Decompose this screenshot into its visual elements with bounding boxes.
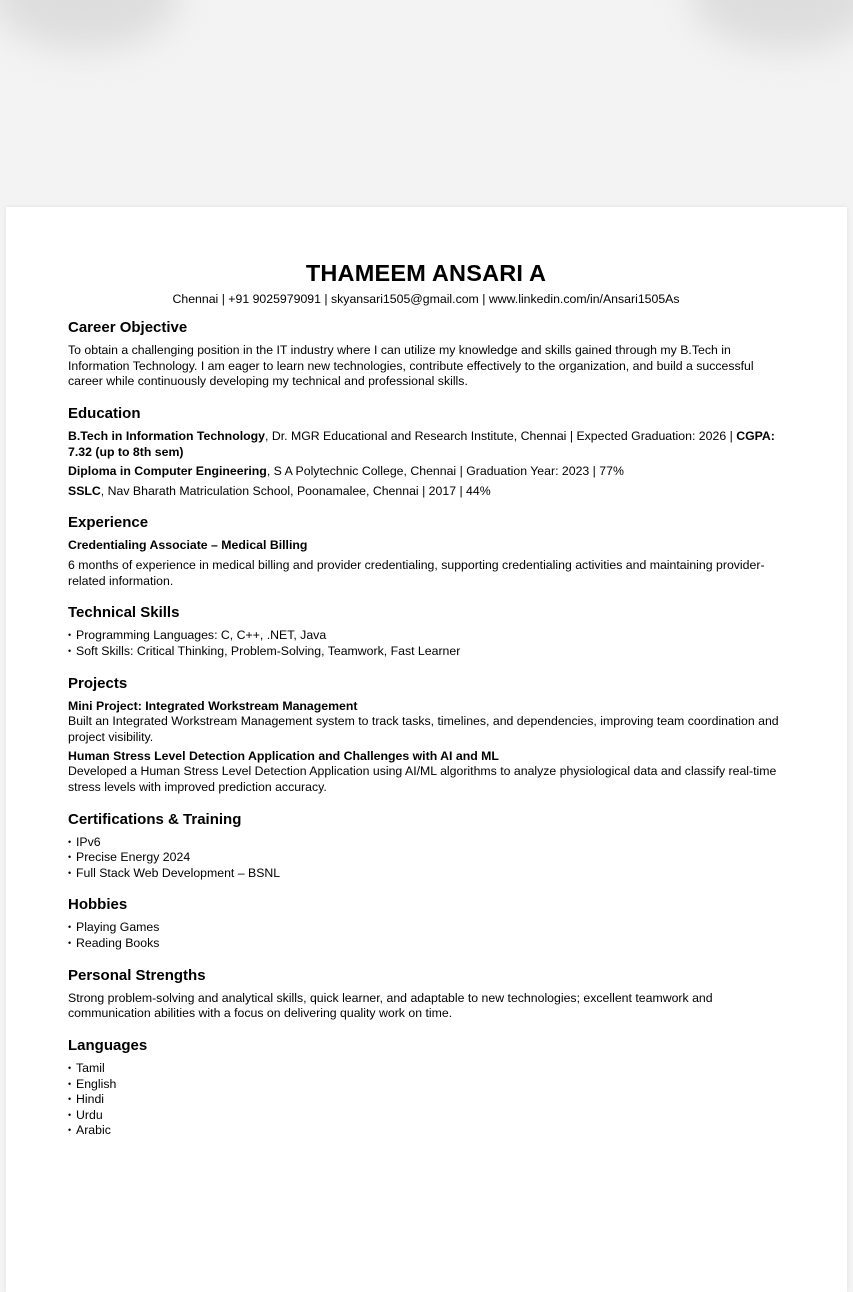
project-description: Developed a Human Stress Level Detection Application using AI/ML algorithms to analyze physiological data and classify real-time stress levels with improved prediction accuracy.	[68, 764, 777, 794]
list-item	[68, 920, 784, 936]
diploma-degree: Diploma in Computer Engineering	[68, 464, 267, 479]
background-shadow	[0, 0, 180, 50]
bullet-icon: •	[68, 1125, 72, 1136]
section-title-career-objective: Career Objective	[68, 319, 188, 336]
project-description: Built an Integrated Workstream Management system to track tasks, timelines, and dependencies, improving team coordination and project visibility.	[68, 714, 779, 744]
education-btech	[68, 429, 784, 460]
list-item	[68, 628, 784, 644]
list-item-text: Precise Energy 2024	[76, 850, 191, 865]
background-shadow	[690, 0, 853, 50]
list-item	[68, 1092, 784, 1108]
btech-cgpa: CGPA: 7.32 (up to 8th sem)	[68, 429, 775, 459]
btech-detail: , Dr. MGR Educational and Research Institute, Chennai | Expected Graduation: 2026 |	[264, 429, 737, 444]
list-item-text: Programming Languages: C, C++, .NET, Java	[76, 628, 327, 643]
list-item	[68, 1123, 784, 1139]
project-name: Mini Project: Integrated Workstream Management	[68, 698, 358, 713]
experience-role: Credentialing Associate – Medical Billing	[68, 538, 308, 553]
contact-line: Chennai | +91 9025979091 | skyansari1505@gmail.com | www.linkedin.com/in/Ansari1505As	[172, 292, 680, 306]
section-title-languages: Languages	[68, 1037, 148, 1055]
project-name: Human Stress Level Detection Application and Challenges with AI and ML	[68, 748, 499, 763]
bullet-icon: •	[68, 1078, 72, 1089]
diploma-detail: , S A Polytechnic College, Chennai | Graduation Year: 2023 | 77%	[266, 464, 624, 479]
section-title-projects: Projects	[68, 674, 128, 692]
list-item	[68, 936, 784, 952]
section-title-certifications: Certifications & Training	[68, 810, 242, 828]
resume-page	[6, 207, 847, 1292]
personal-strengths-text: Strong problem-solving and analytical skills, quick learner, and adaptable to new technologies; excellent teamwork and communication abilities with a focus on delivering quality work on time.	[68, 990, 713, 1021]
bullet-icon: •	[68, 1094, 72, 1105]
sslc-degree: SSLC	[68, 483, 101, 498]
bullet-icon: •	[68, 836, 72, 847]
list-item-text: Hindi	[76, 1092, 105, 1107]
list-item-text: Tamil	[76, 1061, 105, 1076]
list-item-text: Reading Books	[76, 936, 160, 951]
section-title-technical-skills: Technical Skills	[68, 604, 180, 622]
list-item	[68, 1077, 784, 1093]
btech-degree: B.Tech in Information Technology	[68, 429, 265, 444]
career-objective-text: To obtain a challenging position in the IT industry where I can utilize my knowledge and skills gained through my B.Tech in Information Technology. I am eager to learn new technologies, contribute effectively to the organization, and build a successful career while continuously developing my technical and professional skills.	[68, 343, 754, 389]
list-item-text: Arabic	[76, 1123, 111, 1138]
list-item-text: Urdu	[76, 1107, 103, 1122]
bullet-icon: •	[68, 922, 72, 933]
bullet-icon: •	[68, 1063, 72, 1074]
bullet-icon: •	[68, 630, 72, 641]
list-item	[68, 866, 784, 882]
sslc-detail: , Nav Bharath Matriculation School, Poonamalee, Chennai | 2017 | 44%	[100, 483, 491, 498]
list-item	[68, 1061, 784, 1077]
certifications-list	[68, 835, 784, 882]
bullet-icon: •	[68, 646, 72, 657]
experience-text: 6 months of experience in medical billing and provider credentialing, supporting credentialing activities and maintaining provider-related information.	[68, 558, 765, 588]
list-item-text: English	[76, 1076, 117, 1091]
list-item	[68, 850, 784, 866]
section-title-experience: Experience	[68, 514, 149, 532]
resume-content	[68, 259, 784, 1139]
list-item	[68, 1108, 784, 1124]
hobbies-list	[68, 920, 784, 951]
bullet-icon: •	[68, 867, 72, 878]
list-item-text: Playing Games	[76, 920, 160, 935]
list-item-text: IPv6	[76, 834, 101, 849]
list-item-text: Full Stack Web Development – BSNL	[76, 865, 281, 880]
education-diploma	[68, 464, 784, 480]
bullet-icon: •	[68, 938, 72, 949]
bullet-icon: •	[68, 852, 72, 863]
list-item	[68, 644, 784, 660]
candidate-name: THAMEEM ANSARI A	[305, 260, 547, 286]
languages-list	[68, 1061, 784, 1139]
section-title-hobbies: Hobbies	[68, 896, 128, 914]
bullet-icon: •	[68, 1109, 72, 1120]
list-item-text: Soft Skills: Critical Thinking, Problem-Solving, Teamwork, Fast Learner	[76, 644, 461, 659]
technical-skills-list	[68, 628, 784, 659]
education-sslc	[68, 484, 784, 500]
section-title-personal-strengths: Personal Strengths	[68, 966, 206, 984]
list-item	[68, 835, 784, 851]
section-title-education: Education	[68, 405, 141, 423]
